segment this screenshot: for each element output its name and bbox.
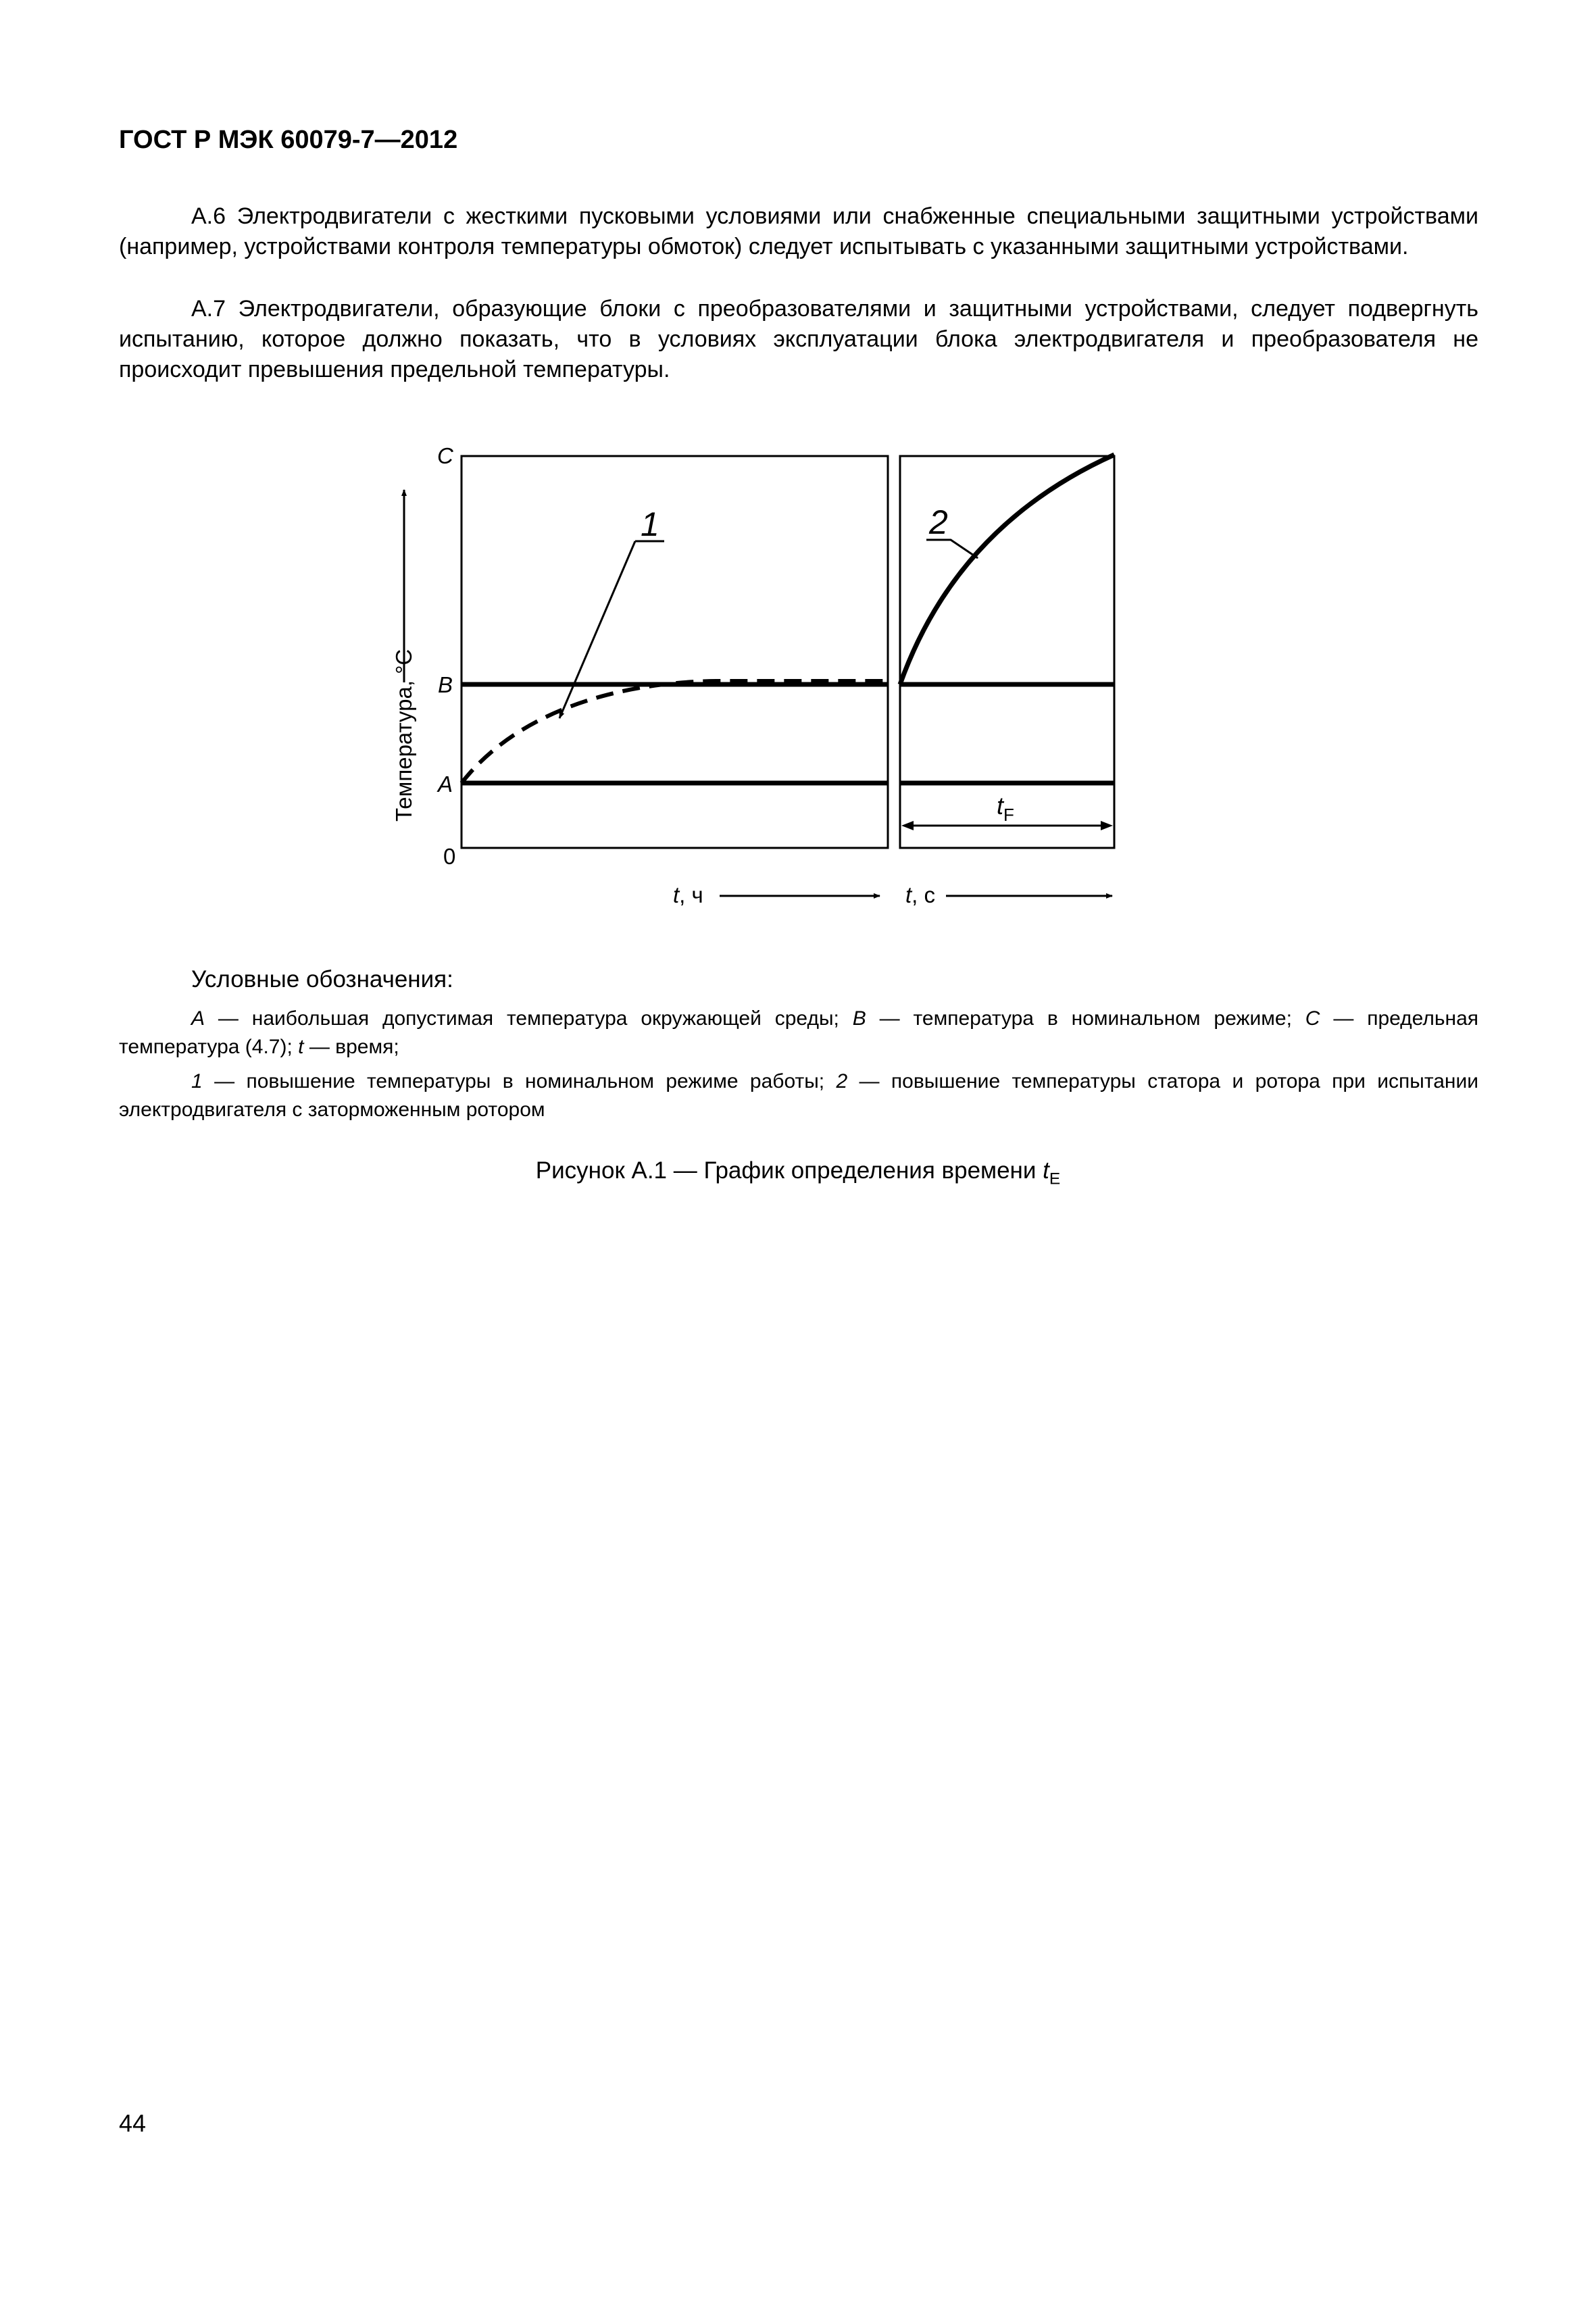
paragraph-a7: А.7 Электродвигатели, образующие блоки с преобразователями и защитными устройствами, следует подвергнуть испытанию, которое должно показать, что в условиях эксплуатации блока электродвигателя и преобразователя не происходит превышения предельной температуры. (119, 296, 1478, 382)
caption-symbol: t (1043, 1157, 1049, 1184)
curve-2-label: 2 (929, 503, 948, 541)
paragraph-a6: А.6 Электродвигатели с жесткими пусковыми условиями или снабженные специальными защитными устройствами (например, устройствами контроля температуры обмоток) следует испытывать с указанными защитными устройствами. (119, 203, 1478, 259)
document-header: ГОСТ Р МЭК 60079-7—2012 (119, 126, 458, 154)
page-number: 44 (119, 2109, 147, 2137)
legend-a-symbol: A (191, 1007, 205, 1030)
curve-1-label: 1 (641, 505, 659, 543)
label-1-leader (559, 541, 635, 718)
legend-1-text: — повышение температуры в номинальном режиме работы; (202, 1070, 837, 1092)
curve-2-solid (900, 455, 1114, 684)
tf-arrow-right (1101, 821, 1113, 830)
left-panel-frame (462, 456, 888, 848)
legend-b-text: — температура в номинальном режиме; (866, 1007, 1305, 1030)
level-b-label: B (438, 672, 453, 697)
legend-2-symbol: 2 (836, 1070, 848, 1092)
legend-1-symbol: 1 (191, 1070, 203, 1092)
caption-subscript: E (1049, 1169, 1061, 1188)
tf-arrow-left (901, 821, 914, 830)
legend-2-text: — повышение температуры статора и ротора при испытании электродвигателя с заторможенным ротором (119, 1070, 1478, 1121)
legend-t-text: — время; (303, 1036, 399, 1058)
legend-b-symbol: B (852, 1007, 866, 1030)
legend-t-symbol: t (298, 1036, 304, 1058)
x-axis-right-label: t, с (905, 882, 936, 907)
curve-1-dashed (462, 681, 888, 783)
legend-line-1 (119, 1005, 1478, 1061)
caption-text: Рисунок А.1 — График определения времени (535, 1157, 1043, 1184)
legend-c-symbol: C (1305, 1007, 1320, 1030)
figure-caption (0, 1157, 1596, 1189)
level-a-label: A (438, 772, 453, 797)
right-panel-frame (900, 456, 1114, 848)
label-2-leader (926, 540, 978, 558)
level-c-label: C (437, 443, 453, 468)
x-axis-left-label: t, ч (673, 882, 703, 907)
origin-zero-label: 0 (443, 844, 456, 869)
legend-c-text: — предельная температура (4.7); (119, 1007, 1478, 1058)
tf-label: $t_F$ (997, 792, 1014, 825)
legend-line-2 (119, 1067, 1478, 1124)
y-axis-label: Температура, °C (391, 649, 416, 822)
legend-a-text: — наибольшая допустимая температура окружающей среды; (205, 1007, 853, 1030)
legend-title: Условные обозначения: (191, 966, 453, 992)
